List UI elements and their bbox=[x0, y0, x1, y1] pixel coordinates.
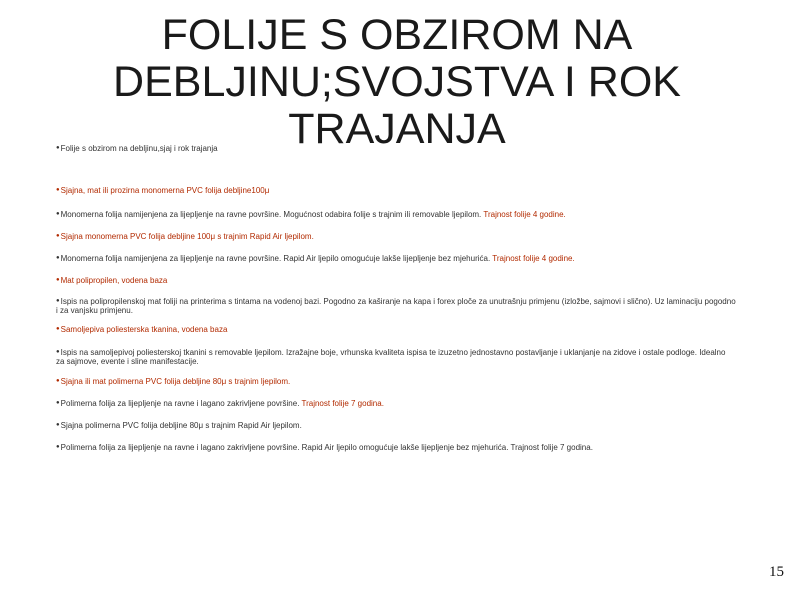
durability-note: Trajnost folije 4 godine. bbox=[492, 254, 575, 263]
bullet-heading bbox=[56, 377, 736, 386]
bullet-item bbox=[56, 254, 736, 263]
bullet-icon: ● bbox=[56, 277, 60, 284]
bullet-item bbox=[56, 348, 736, 366]
bullet-item bbox=[56, 210, 736, 219]
bullet-text: Sjajna ili mat polimerna PVC folija debljine 80μ s trajnim ljepilom. bbox=[60, 377, 291, 386]
bullet-icon: ● bbox=[56, 349, 60, 356]
bullet-text: Monomerna folija namijenjena za lijepljenje na ravne površine. Rapid Air ljepilo omogućuje lakše lijepljenje bez mjehurića. bbox=[60, 254, 491, 263]
bullet-heading bbox=[56, 232, 736, 241]
bullet-icon: ● bbox=[56, 145, 60, 152]
bullet-text: Polimerna folija za lijepljenje na ravne i lagano zakrivljene površine. Rapid Air ljepilo omogućuje lakše lijepljenje bez mjehurića. Trajnost folije 7 godina. bbox=[60, 443, 593, 452]
bullet-icon: ● bbox=[56, 255, 60, 262]
bullet-item bbox=[56, 421, 736, 430]
bullet-icon: ● bbox=[56, 326, 60, 333]
bullet-icon: ● bbox=[56, 187, 60, 194]
bullet-text: Sjajna polimerna PVC folija debljine 80μ s trajnim Rapid Air ljepilom. bbox=[60, 421, 302, 430]
page-number: 15 bbox=[769, 564, 784, 580]
bullet-icon: ● bbox=[56, 211, 60, 218]
bullet-text: Ispis na polipropilenskoj mat foliji na printerima s tintama na vodenoj bazi. Pogodno za kaširanje na kapa i forex ploče za unutrašnju primjenu (izložbe, sajmovi i slično). Uz laminaciju pogodno i za vanjsku primjenu. bbox=[56, 297, 736, 316]
bullet-heading bbox=[56, 186, 736, 195]
durability-note: Trajnost folije 4 godine. bbox=[483, 210, 566, 219]
bullet-item bbox=[56, 443, 736, 452]
bullet-text: Folije s obzirom na debljinu,sjaj i rok trajanja bbox=[60, 144, 218, 153]
bullet-text: Sjajna monomerna PVC folija debljine 100μ s trajnim Rapid Air ljepilom. bbox=[60, 232, 314, 241]
bullet-icon: ● bbox=[56, 422, 60, 429]
bullet-text: Polimerna folija za lijepljenje na ravne i lagano zakrivljene površine. bbox=[60, 399, 300, 408]
bullet-text: Ispis na samoljepivoj poliesterskoj tkanini s removable ljepilom. Izražajne boje, vrhunska kvaliteta ispisa te izuzetno jednostavno postavljanje i uklanjanje na zidove i ostale podloge. Idealno za sajmove, evente i sline manifestacije. bbox=[56, 348, 726, 367]
slide-title: FOLIJE S OBZIROM NA DEBLJINU;SVOJSTVA I ROK TRAJANJA bbox=[113, 11, 681, 153]
bullet-item bbox=[56, 144, 236, 153]
bullet-heading bbox=[56, 325, 736, 334]
bullet-heading bbox=[56, 276, 736, 285]
bullet-text: Sjajna, mat ili prozirna monomerna PVC folija debljine100μ bbox=[60, 186, 270, 195]
bullet-item bbox=[56, 399, 736, 408]
bullet-icon: ● bbox=[56, 444, 60, 451]
bullet-item bbox=[56, 297, 736, 315]
bullet-icon: ● bbox=[56, 378, 60, 385]
bullet-icon: ● bbox=[56, 233, 60, 240]
bullet-text: Mat polipropilen, vodena baza bbox=[60, 276, 168, 285]
bullet-icon: ● bbox=[56, 400, 60, 407]
bullet-text: Monomerna folija namijenjena za lijepljenje na ravne površine. Mogućnost odabira folije s trajnim ili removable ljepilom. bbox=[60, 210, 482, 219]
bullet-icon: ● bbox=[56, 298, 60, 305]
durability-note: Trajnost folije 7 godina. bbox=[301, 399, 384, 408]
bullet-text: Samoljepiva poliesterska tkanina, vodena baza bbox=[60, 325, 228, 334]
